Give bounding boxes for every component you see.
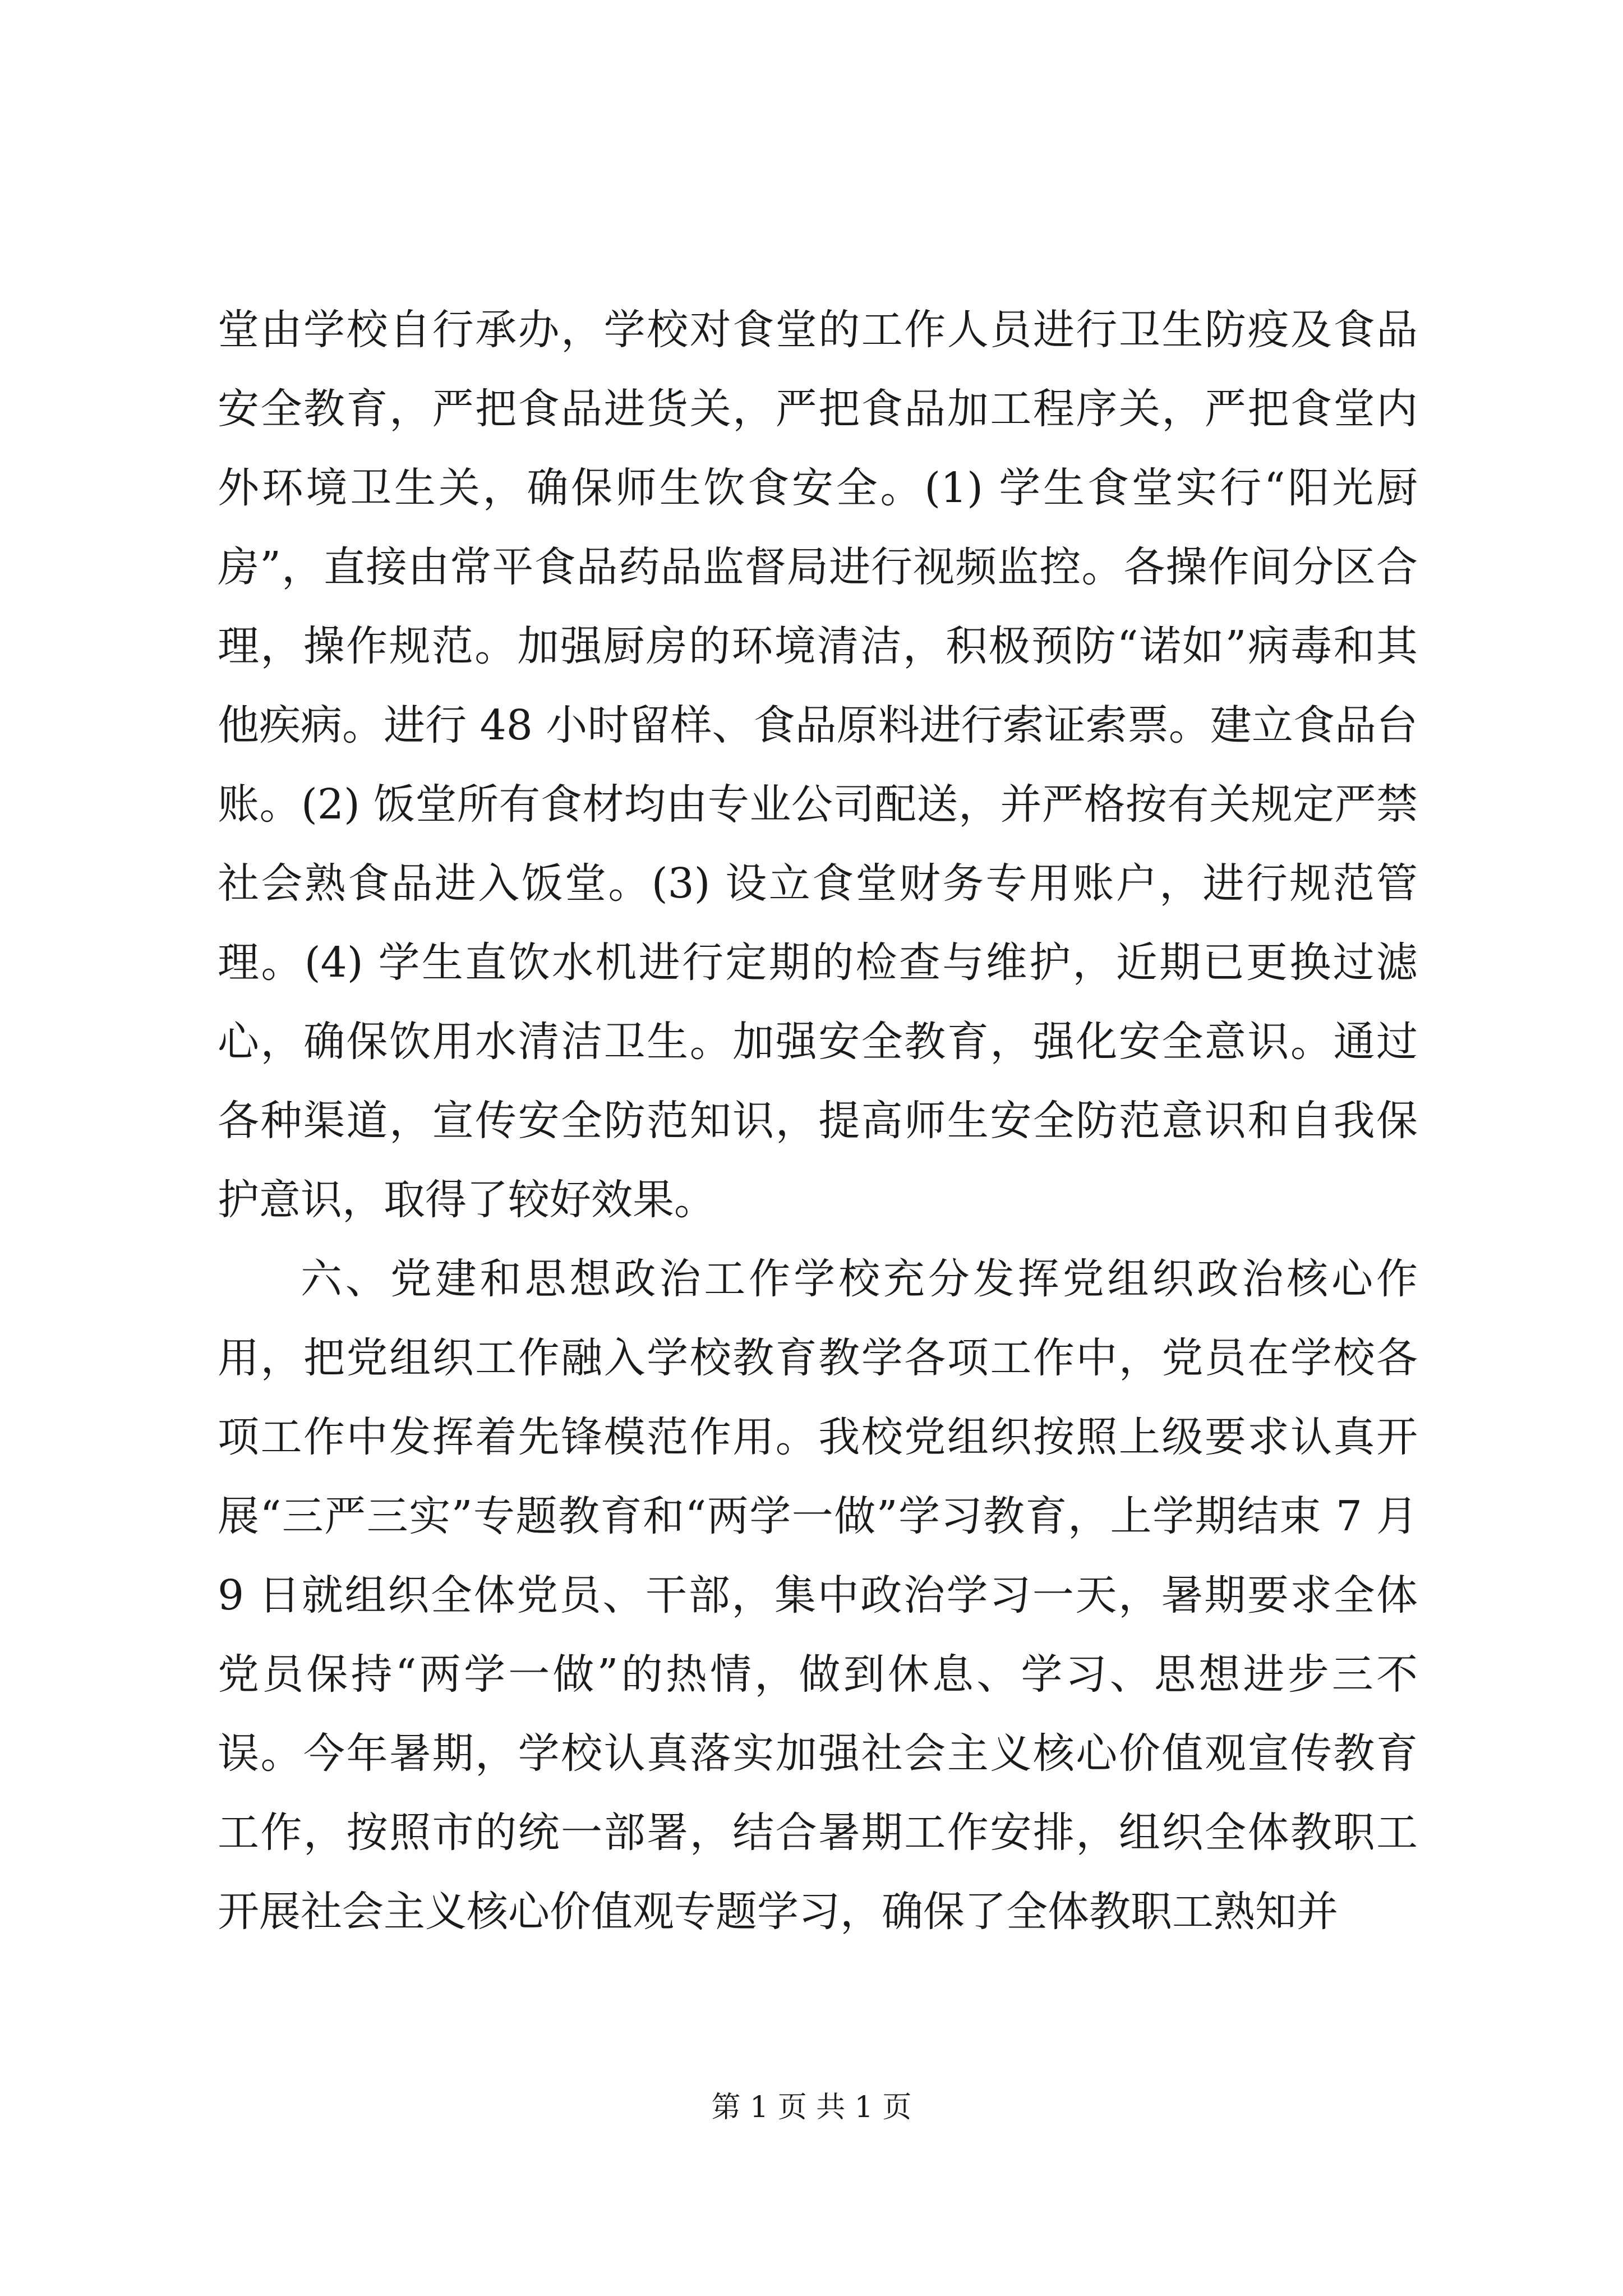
document-body xyxy=(218,291,1418,1952)
page-footer: 第 1 页 共 1 页 xyxy=(711,2091,912,2124)
paragraph-party-building: 六、党建和思想政治工作学校充分发挥党组织政治核心作用，把党组织工作融入学校教育教学各项工作中，党员在学校各项工作中发挥着先锋模范作用。我校党组织按照上级要求认真开展“三严三实”专题教育和“两学一做”学习教育，上学期结束 7 月 9 日就组织全体党员、干部，集中政治学习一天，暑期要求全体党员保持“两学一做”的热情，做到休息、学习、思想进步三不误。今年暑期，学校认真落实加强社会主义核心价值观宣传教育工作，按照市的统一部署，结合暑期工作安排，组织全体教职工开展社会主义核心价值观专题学习，确保了全体教职工熟知并 xyxy=(218,1255,1418,1936)
paragraph-food-safety: 堂由学校自行承办，学校对食堂的工作人员进行卫生防疫及食品安全教育，严把食品进货关，严把食品加工程序关，严把食堂内外环境卫生关，确保师生饮食安全。(1) 学生食堂实行“阳光厨房”，直接由常平食品药品监督局进行视频监控。各操作间分区合理，操作规范。加强厨房的环境清洁，积极预防“诺如”病毒和其他疾病。进行 48 小时留样、食品原料进行索证索票。建立食品台账。(2) 饭堂所有食材均由专业公司配送，并严格按有关规定严禁社会熟食品进入饭堂。(3) 设立食堂财务专用账户，进行规范管理。(4) 学生直饮水机进行定期的检查与维护，近期已更换过滤心，确保饮用水清洁卫生。加强安全教育，强化安全意识。通过各种渠道，宣传安全防范知识，提高师生安全防范意识和自我保护意识，取得了较好效果。 xyxy=(218,306,1418,1224)
